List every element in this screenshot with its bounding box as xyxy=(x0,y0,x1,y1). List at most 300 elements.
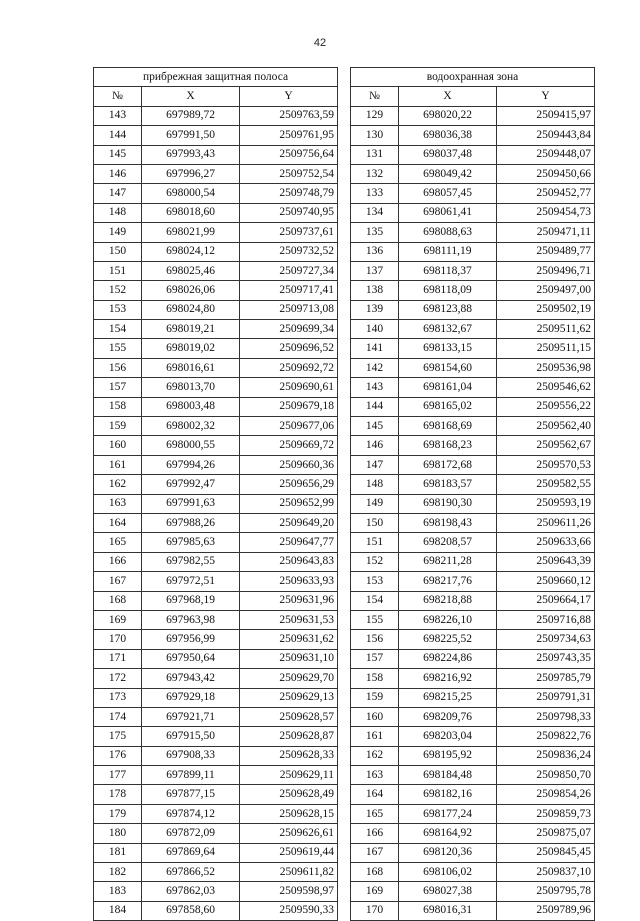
table-gap xyxy=(338,339,351,358)
left-x-value: 697866,52 xyxy=(142,863,240,882)
left-header-y: Y xyxy=(240,87,338,106)
left-y-value: 2509727,34 xyxy=(240,261,338,280)
table-row xyxy=(94,766,595,785)
left-x-value: 697908,33 xyxy=(142,746,240,765)
right-x-value: 698123,88 xyxy=(399,300,497,319)
table-gap xyxy=(338,727,351,746)
right-x-value: 698190,30 xyxy=(399,494,497,513)
left-y-value: 2509629,70 xyxy=(240,669,338,688)
table-gap xyxy=(338,320,351,339)
right-x-value: 698215,25 xyxy=(399,688,497,707)
right-point-number: 159 xyxy=(351,688,399,707)
right-x-value: 698106,02 xyxy=(399,863,497,882)
left-y-value: 2509679,18 xyxy=(240,397,338,416)
left-y-value: 2509696,52 xyxy=(240,339,338,358)
left-y-value: 2509598,97 xyxy=(240,882,338,901)
coordinates-body xyxy=(94,106,595,920)
left-y-value: 2509629,13 xyxy=(240,688,338,707)
left-x-value: 698013,70 xyxy=(142,378,240,397)
right-y-value: 2509562,40 xyxy=(497,417,595,436)
right-point-number: 155 xyxy=(351,610,399,629)
left-x-value: 698021,99 xyxy=(142,223,240,242)
table-gap xyxy=(338,688,351,707)
left-x-value: 697985,63 xyxy=(142,533,240,552)
left-point-number: 145 xyxy=(94,145,142,164)
left-x-value: 698025,46 xyxy=(142,261,240,280)
right-y-value: 2509660,12 xyxy=(497,572,595,591)
table-row xyxy=(94,727,595,746)
left-point-number: 180 xyxy=(94,824,142,843)
table-row xyxy=(94,901,595,920)
right-y-value: 2509452,77 xyxy=(497,184,595,203)
right-y-value: 2509633,66 xyxy=(497,533,595,552)
right-y-value: 2509556,22 xyxy=(497,397,595,416)
left-header-num: № xyxy=(94,87,142,106)
left-x-value: 697874,12 xyxy=(142,804,240,823)
right-y-value: 2509582,55 xyxy=(497,475,595,494)
right-x-value: 698132,67 xyxy=(399,320,497,339)
left-y-value: 2509656,29 xyxy=(240,475,338,494)
right-point-number: 133 xyxy=(351,184,399,203)
table-row xyxy=(94,358,595,377)
left-point-number: 165 xyxy=(94,533,142,552)
right-x-value: 698168,69 xyxy=(399,417,497,436)
left-point-number: 146 xyxy=(94,164,142,183)
table-row xyxy=(94,591,595,610)
left-y-value: 2509669,72 xyxy=(240,436,338,455)
table-row xyxy=(94,552,595,571)
coordinates-table xyxy=(93,67,595,921)
table-gap xyxy=(338,494,351,513)
right-header-x: X xyxy=(399,87,497,106)
right-y-value: 2509795,78 xyxy=(497,882,595,901)
right-point-number: 161 xyxy=(351,727,399,746)
left-y-value: 2509699,34 xyxy=(240,320,338,339)
section-header-row xyxy=(94,68,595,87)
right-x-value: 698216,92 xyxy=(399,669,497,688)
right-x-value: 698111,19 xyxy=(399,242,497,261)
right-header-num: № xyxy=(351,87,399,106)
left-y-value: 2509756,64 xyxy=(240,145,338,164)
table-row xyxy=(94,300,595,319)
left-x-value: 697872,09 xyxy=(142,824,240,843)
right-x-value: 698088,63 xyxy=(399,223,497,242)
table-gap xyxy=(338,475,351,494)
right-section-title: водоохранная зона xyxy=(351,68,595,87)
right-point-number: 152 xyxy=(351,552,399,571)
table-gap xyxy=(338,843,351,862)
table-row xyxy=(94,533,595,552)
left-point-number: 176 xyxy=(94,746,142,765)
left-y-value: 2509631,96 xyxy=(240,591,338,610)
table-gap xyxy=(338,184,351,203)
table-gap xyxy=(338,397,351,416)
right-x-value: 698209,76 xyxy=(399,707,497,726)
right-y-value: 2509570,53 xyxy=(497,455,595,474)
right-point-number: 132 xyxy=(351,164,399,183)
right-x-value: 698154,60 xyxy=(399,358,497,377)
left-x-value: 697994,26 xyxy=(142,455,240,474)
table-row xyxy=(94,281,595,300)
right-point-number: 141 xyxy=(351,339,399,358)
left-y-value: 2509590,33 xyxy=(240,901,338,920)
table-gap xyxy=(338,223,351,242)
left-point-number: 150 xyxy=(94,242,142,261)
table-row xyxy=(94,746,595,765)
left-section-title: прибрежная защитная полоса xyxy=(94,68,338,87)
right-y-value: 2509611,26 xyxy=(497,513,595,532)
right-x-value: 698218,88 xyxy=(399,591,497,610)
right-x-value: 698120,36 xyxy=(399,843,497,862)
left-point-number: 161 xyxy=(94,455,142,474)
table-gap xyxy=(338,436,351,455)
table-gap xyxy=(338,669,351,688)
right-x-value: 698184,48 xyxy=(399,766,497,785)
table-row xyxy=(94,494,595,513)
table-row xyxy=(94,785,595,804)
right-point-number: 138 xyxy=(351,281,399,300)
right-x-value: 698037,48 xyxy=(399,145,497,164)
left-y-value: 2509626,61 xyxy=(240,824,338,843)
left-y-value: 2509611,82 xyxy=(240,863,338,882)
left-y-value: 2509631,10 xyxy=(240,649,338,668)
right-point-number: 157 xyxy=(351,649,399,668)
table-gap xyxy=(338,455,351,474)
left-x-value: 697982,55 xyxy=(142,552,240,571)
left-point-number: 158 xyxy=(94,397,142,416)
table-row xyxy=(94,203,595,222)
right-y-value: 2509789,96 xyxy=(497,901,595,920)
left-x-value: 697915,50 xyxy=(142,727,240,746)
left-y-value: 2509717,41 xyxy=(240,281,338,300)
table-row xyxy=(94,184,595,203)
table-gap xyxy=(338,358,351,377)
right-x-value: 698224,86 xyxy=(399,649,497,668)
left-x-value: 697972,51 xyxy=(142,572,240,591)
right-y-value: 2509511,15 xyxy=(497,339,595,358)
table-row xyxy=(94,688,595,707)
left-y-value: 2509628,33 xyxy=(240,746,338,765)
table-row xyxy=(94,261,595,280)
table-row xyxy=(94,824,595,843)
right-x-value: 698217,76 xyxy=(399,572,497,591)
right-point-number: 166 xyxy=(351,824,399,843)
right-point-number: 168 xyxy=(351,863,399,882)
table-gap xyxy=(338,552,351,571)
left-x-value: 698024,80 xyxy=(142,300,240,319)
right-y-value: 2509643,39 xyxy=(497,552,595,571)
left-point-number: 173 xyxy=(94,688,142,707)
right-x-value: 698164,92 xyxy=(399,824,497,843)
right-point-number: 131 xyxy=(351,145,399,164)
left-point-number: 167 xyxy=(94,572,142,591)
table-gap xyxy=(338,804,351,823)
table-row xyxy=(94,630,595,649)
right-y-value: 2509448,07 xyxy=(497,145,595,164)
table-row xyxy=(94,242,595,261)
left-header-x: X xyxy=(142,87,240,106)
left-point-number: 149 xyxy=(94,223,142,242)
right-y-value: 2509875,07 xyxy=(497,824,595,843)
left-y-value: 2509619,44 xyxy=(240,843,338,862)
left-x-value: 698000,55 xyxy=(142,436,240,455)
right-x-value: 698057,45 xyxy=(399,184,497,203)
right-y-value: 2509859,73 xyxy=(497,804,595,823)
left-x-value: 697968,19 xyxy=(142,591,240,610)
right-x-value: 698195,92 xyxy=(399,746,497,765)
table-gap xyxy=(338,242,351,261)
right-point-number: 170 xyxy=(351,901,399,920)
right-y-value: 2509836,24 xyxy=(497,746,595,765)
left-point-number: 184 xyxy=(94,901,142,920)
right-x-value: 698027,38 xyxy=(399,882,497,901)
page-number: 42 xyxy=(313,37,327,49)
column-header-row xyxy=(94,87,595,106)
right-point-number: 129 xyxy=(351,106,399,125)
table-gap xyxy=(338,281,351,300)
left-x-value: 697877,15 xyxy=(142,785,240,804)
left-point-number: 177 xyxy=(94,766,142,785)
left-point-number: 148 xyxy=(94,203,142,222)
left-point-number: 159 xyxy=(94,417,142,436)
left-point-number: 143 xyxy=(94,106,142,125)
table-row xyxy=(94,145,595,164)
left-y-value: 2509628,57 xyxy=(240,707,338,726)
right-y-value: 2509454,73 xyxy=(497,203,595,222)
left-x-value: 697899,11 xyxy=(142,766,240,785)
left-point-number: 144 xyxy=(94,126,142,145)
left-y-value: 2509633,93 xyxy=(240,572,338,591)
right-x-value: 698168,23 xyxy=(399,436,497,455)
left-point-number: 179 xyxy=(94,804,142,823)
left-point-number: 170 xyxy=(94,630,142,649)
right-x-value: 698016,31 xyxy=(399,901,497,920)
left-y-value: 2509660,36 xyxy=(240,455,338,474)
right-x-value: 698061,41 xyxy=(399,203,497,222)
right-y-value: 2509854,26 xyxy=(497,785,595,804)
right-point-number: 164 xyxy=(351,785,399,804)
left-y-value: 2509628,15 xyxy=(240,804,338,823)
right-y-value: 2509450,66 xyxy=(497,164,595,183)
table-gap xyxy=(338,126,351,145)
left-point-number: 175 xyxy=(94,727,142,746)
left-point-number: 153 xyxy=(94,300,142,319)
right-point-number: 145 xyxy=(351,417,399,436)
table-row xyxy=(94,106,595,125)
table-gap xyxy=(338,164,351,183)
table-row xyxy=(94,339,595,358)
table-gap xyxy=(338,882,351,901)
right-x-value: 698182,16 xyxy=(399,785,497,804)
right-x-value: 698177,24 xyxy=(399,804,497,823)
left-x-value: 698016,61 xyxy=(142,358,240,377)
left-point-number: 166 xyxy=(94,552,142,571)
left-x-value: 698019,21 xyxy=(142,320,240,339)
table-gap xyxy=(338,649,351,668)
right-x-value: 698183,57 xyxy=(399,475,497,494)
left-y-value: 2509631,53 xyxy=(240,610,338,629)
left-y-value: 2509643,83 xyxy=(240,552,338,571)
right-point-number: 165 xyxy=(351,804,399,823)
right-y-value: 2509497,00 xyxy=(497,281,595,300)
left-point-number: 154 xyxy=(94,320,142,339)
right-y-value: 2509443,84 xyxy=(497,126,595,145)
right-point-number: 163 xyxy=(351,766,399,785)
table-gap xyxy=(338,707,351,726)
table-gap xyxy=(338,591,351,610)
table-row xyxy=(94,513,595,532)
left-x-value: 697869,64 xyxy=(142,843,240,862)
left-point-number: 169 xyxy=(94,610,142,629)
right-point-number: 147 xyxy=(351,455,399,474)
right-y-value: 2509716,88 xyxy=(497,610,595,629)
table-row xyxy=(94,882,595,901)
right-point-number: 137 xyxy=(351,261,399,280)
left-y-value: 2509748,79 xyxy=(240,184,338,203)
table-row xyxy=(94,863,595,882)
right-point-number: 139 xyxy=(351,300,399,319)
right-point-number: 156 xyxy=(351,630,399,649)
table-row xyxy=(94,164,595,183)
table-gap xyxy=(338,417,351,436)
left-y-value: 2509629,11 xyxy=(240,766,338,785)
left-point-number: 181 xyxy=(94,843,142,862)
left-y-value: 2509740,95 xyxy=(240,203,338,222)
left-point-number: 147 xyxy=(94,184,142,203)
table-gap xyxy=(338,300,351,319)
table-gap xyxy=(338,746,351,765)
right-y-value: 2509511,62 xyxy=(497,320,595,339)
left-x-value: 697943,42 xyxy=(142,669,240,688)
right-y-value: 2509489,77 xyxy=(497,242,595,261)
left-y-value: 2509649,20 xyxy=(240,513,338,532)
right-point-number: 150 xyxy=(351,513,399,532)
right-x-value: 698036,38 xyxy=(399,126,497,145)
right-point-number: 140 xyxy=(351,320,399,339)
right-x-value: 698118,09 xyxy=(399,281,497,300)
right-point-number: 160 xyxy=(351,707,399,726)
left-x-value: 698003,48 xyxy=(142,397,240,416)
left-y-value: 2509752,54 xyxy=(240,164,338,183)
right-y-value: 2509496,71 xyxy=(497,261,595,280)
table-gap xyxy=(338,610,351,629)
left-point-number: 156 xyxy=(94,358,142,377)
left-x-value: 697991,63 xyxy=(142,494,240,513)
left-y-value: 2509692,72 xyxy=(240,358,338,377)
right-y-value: 2509562,67 xyxy=(497,436,595,455)
right-y-value: 2509850,70 xyxy=(497,766,595,785)
table-row xyxy=(94,417,595,436)
table-row xyxy=(94,475,595,494)
table-gap xyxy=(338,513,351,532)
table-row xyxy=(94,320,595,339)
left-point-number: 171 xyxy=(94,649,142,668)
right-point-number: 143 xyxy=(351,378,399,397)
left-y-value: 2509647,77 xyxy=(240,533,338,552)
right-y-value: 2509664,17 xyxy=(497,591,595,610)
right-y-value: 2509798,33 xyxy=(497,707,595,726)
right-x-value: 698020,22 xyxy=(399,106,497,125)
left-y-value: 2509628,49 xyxy=(240,785,338,804)
table-row xyxy=(94,843,595,862)
left-x-value: 697992,47 xyxy=(142,475,240,494)
left-x-value: 697996,27 xyxy=(142,164,240,183)
left-point-number: 160 xyxy=(94,436,142,455)
table-gap xyxy=(338,901,351,920)
table-gap xyxy=(338,572,351,591)
right-point-number: 162 xyxy=(351,746,399,765)
table-row xyxy=(94,126,595,145)
right-point-number: 144 xyxy=(351,397,399,416)
left-x-value: 697993,43 xyxy=(142,145,240,164)
left-point-number: 162 xyxy=(94,475,142,494)
table-gap xyxy=(338,106,351,125)
right-x-value: 698226,10 xyxy=(399,610,497,629)
left-point-number: 163 xyxy=(94,494,142,513)
table-gap xyxy=(338,145,351,164)
right-x-value: 698118,37 xyxy=(399,261,497,280)
left-point-number: 155 xyxy=(94,339,142,358)
right-y-value: 2509415,97 xyxy=(497,106,595,125)
right-point-number: 136 xyxy=(351,242,399,261)
right-y-value: 2509785,79 xyxy=(497,669,595,688)
right-point-number: 142 xyxy=(351,358,399,377)
right-y-value: 2509822,76 xyxy=(497,727,595,746)
table-row xyxy=(94,378,595,397)
right-point-number: 130 xyxy=(351,126,399,145)
right-y-value: 2509546,62 xyxy=(497,378,595,397)
left-x-value: 697963,98 xyxy=(142,610,240,629)
left-y-value: 2509652,99 xyxy=(240,494,338,513)
left-x-value: 697858,60 xyxy=(142,901,240,920)
left-y-value: 2509713,08 xyxy=(240,300,338,319)
table-row xyxy=(94,649,595,668)
table-row xyxy=(94,610,595,629)
left-x-value: 697929,18 xyxy=(142,688,240,707)
table-gap xyxy=(338,261,351,280)
right-x-value: 698198,43 xyxy=(399,513,497,532)
table-gap xyxy=(338,630,351,649)
table-row xyxy=(94,223,595,242)
left-x-value: 697862,03 xyxy=(142,882,240,901)
right-point-number: 149 xyxy=(351,494,399,513)
left-y-value: 2509737,61 xyxy=(240,223,338,242)
table-gap xyxy=(338,785,351,804)
right-y-value: 2509837,10 xyxy=(497,863,595,882)
table-row xyxy=(94,572,595,591)
right-point-number: 135 xyxy=(351,223,399,242)
left-y-value: 2509677,06 xyxy=(240,417,338,436)
left-x-value: 697956,99 xyxy=(142,630,240,649)
right-x-value: 698161,04 xyxy=(399,378,497,397)
left-y-value: 2509763,59 xyxy=(240,106,338,125)
left-point-number: 178 xyxy=(94,785,142,804)
right-x-value: 698172,68 xyxy=(399,455,497,474)
right-header-y: Y xyxy=(497,87,595,106)
left-x-value: 698000,54 xyxy=(142,184,240,203)
right-point-number: 158 xyxy=(351,669,399,688)
left-x-value: 697991,50 xyxy=(142,126,240,145)
table-gap xyxy=(338,766,351,785)
right-y-value: 2509743,35 xyxy=(497,649,595,668)
right-point-number: 151 xyxy=(351,533,399,552)
right-x-value: 698049,42 xyxy=(399,164,497,183)
right-y-value: 2509791,31 xyxy=(497,688,595,707)
right-y-value: 2509471,11 xyxy=(497,223,595,242)
right-y-value: 2509845,45 xyxy=(497,843,595,862)
left-x-value: 698019,02 xyxy=(142,339,240,358)
table-gap xyxy=(338,824,351,843)
